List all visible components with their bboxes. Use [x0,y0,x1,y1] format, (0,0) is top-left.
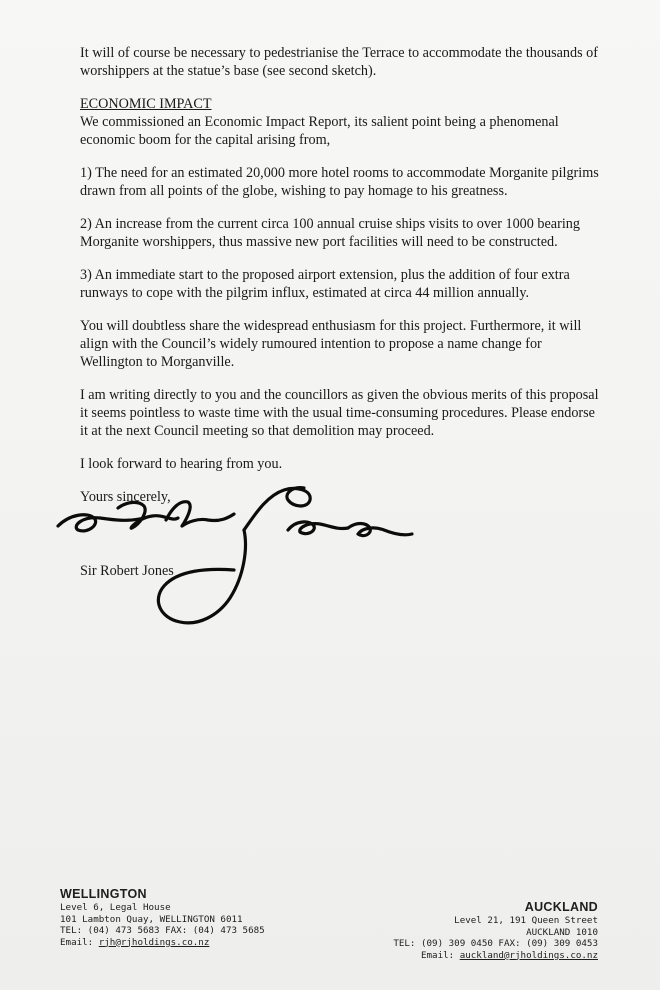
footer-wellington-email-row [60,937,265,949]
footer-wellington-email-label: Email: [60,936,99,948]
point-hotel-rooms: 1) The need for an estimated 20,000 more hotel rooms to accommodate Morganite pilgrims drawn from all points of the globe, wishing to pay homage to his greatness. [80,165,599,199]
paragraph-writing-directly: I am writing directly to you and the councillors as given the obvious merits of this proposal it seems pointless to waste time with the usual time-consuming procedures. Please endorse it at the next Council meeting so that demolition may proceed. [80,387,599,439]
footer-auckland-email-label: Email: [420,949,460,961]
footer-auckland-line3: TEL: (09) 309 0450 FAX: (09) 309 0453 [393,938,598,949]
footer-wellington-email[interactable]: rjh@rjholdings.co.nz [98,936,210,948]
handwritten-signature [48,478,428,638]
footer-wellington-line1: Level 6, Legal House [60,902,171,913]
economic-impact-section [80,95,600,149]
footer-auckland-email-row [393,950,598,962]
footer-auckland-line2: AUCKLAND 1010 [526,926,598,938]
paragraph-look-forward: I look forward to hearing from you. [80,456,283,472]
footer-wellington-city: WELLINGTON [60,887,147,901]
paragraph-enthusiasm: You will doubtless share the widespread enthusiasm for this project. Furthermore, it will align with the Council’s widely rumoured intention to propose a name change for Wellington to Morganville. [80,318,582,370]
footer-auckland-city: AUCKLAND [524,900,598,914]
economic-impact-heading: ECONOMIC IMPACT [80,96,212,112]
footer-auckland [393,900,598,961]
footer-wellington-line3: TEL: (04) 473 5683 FAX: (04) 473 5685 [60,925,265,936]
footer-auckland-line1: Level 21, 191 Queen Street [454,915,598,926]
economic-impact-intro: We commissioned an Economic Impact Report, its salient point being a phenomenal economic boom for the capital arising from, [80,114,559,148]
letter-body [80,44,600,521]
footer-auckland-email[interactable]: auckland@rjholdings.co.nz [459,949,598,961]
paragraph-pedestrianise: It will of course be necessary to pedestrianise the Terrace to accommodate the thousands of worshippers at the statue’s base (see second sketch). [80,45,598,79]
signatory-name: Sir Robert Jones [80,563,174,579]
point-cruise-ships: 2) An increase from the current circa 100 annual cruise ships visits to over 1000 bearing Morganite worshippers, thus massive new port facilities will need to be constructed. [80,216,580,250]
footer-wellington [60,887,265,948]
closing-salutation: Yours sincerely, [80,489,171,505]
footer-wellington-line2: 101 Lambton Quay, WELLINGTON 6011 [60,913,243,925]
point-airport: 3) An immediate start to the proposed airport extension, plus the addition of four extra runways to cope with the pilgrim influx, estimated at circa 44 million annually. [80,267,570,301]
